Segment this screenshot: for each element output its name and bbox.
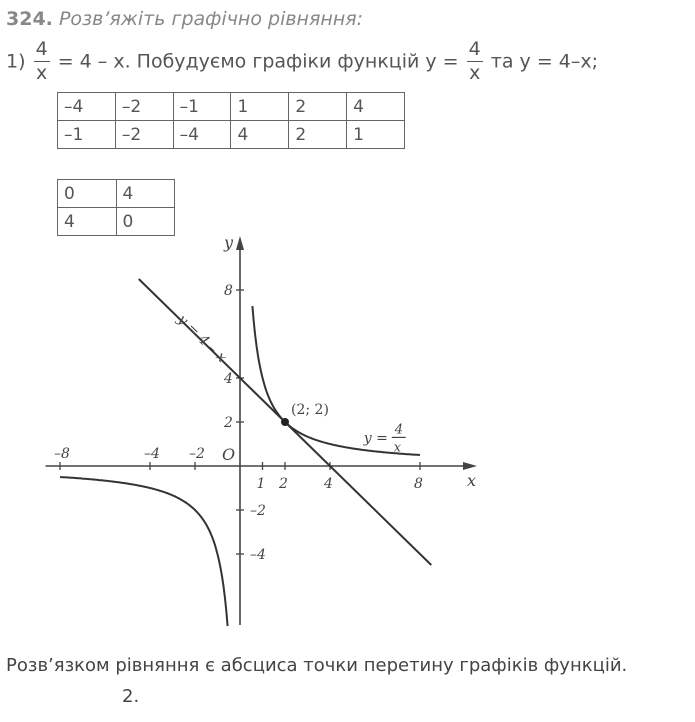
function-fraction [467, 40, 483, 83]
table-cell: –4 [173, 121, 231, 149]
values-table-hyperbola [57, 92, 405, 149]
table-cell: 1 [231, 93, 289, 121]
equation-tail: та y = 4–x; [490, 50, 599, 73]
exercise-header [6, 8, 363, 30]
y-tick-label: –2 [250, 503, 266, 519]
y-tick-label: –4 [250, 547, 266, 563]
hyperbola-label: y = [363, 430, 388, 447]
x-tick-label: 2 [279, 476, 288, 492]
hyperbola-label-denominator: x [393, 440, 402, 456]
table-cell: 4 [231, 121, 289, 149]
function-graph [0, 230, 695, 650]
equation-text: = 4 – x. Побудуємо графіки функцій y = [57, 50, 459, 73]
conclusion-text: Розв’язком рівняння є абсциса точки перетину графіків функцій. [6, 655, 628, 676]
lhs-fraction [34, 40, 50, 83]
equation-line [6, 40, 598, 90]
table-cell: 2 [289, 121, 347, 149]
y-tick-label: 8 [224, 283, 233, 299]
y-axis-label: y [224, 233, 234, 252]
table-cell: 4 [116, 180, 175, 208]
y-axis-arrow [236, 236, 244, 250]
x-tick-label: 8 [414, 476, 423, 492]
table-cell: 2 [289, 93, 347, 121]
line-series-label: y = 4 – x [174, 311, 230, 366]
answer-text: 2. [122, 686, 140, 707]
lhs-denominator: x [35, 62, 48, 84]
values-table-line [57, 179, 175, 236]
hyperbola-branch-negative [60, 477, 228, 626]
intersection-point [281, 418, 289, 426]
y-tick-label: 4 [224, 371, 233, 387]
exercise-number: 324. [6, 8, 53, 30]
x-tick-label: 4 [324, 476, 333, 492]
table-cell: –1 [173, 93, 231, 121]
table-cell: 0 [116, 208, 175, 236]
intersection-label: (2; 2) [291, 402, 329, 418]
x-tick-label: –8 [54, 446, 70, 462]
table-cell: 4 [58, 208, 117, 236]
x-tick-label: –2 [189, 446, 205, 462]
origin-label: O [222, 445, 236, 464]
y-tick-label: 2 [224, 415, 233, 431]
exercise-title: Розв’яжіть графічно рівняння: [58, 8, 364, 30]
x-axis-label: x [467, 471, 477, 490]
function-denominator: x [469, 62, 481, 84]
table-row [58, 121, 405, 149]
hyperbola-label-numerator: 4 [394, 422, 404, 438]
table-cell: 4 [347, 93, 405, 121]
table-row [58, 93, 405, 121]
table-cell: 1 [347, 121, 405, 149]
lhs-numerator: 4 [35, 38, 48, 60]
table-cell: 0 [58, 180, 117, 208]
x-tick-label: –4 [144, 446, 160, 462]
table-cell: –2 [115, 93, 173, 121]
table-row [58, 180, 175, 208]
table-cell: –4 [58, 93, 116, 121]
table-cell: –2 [115, 121, 173, 149]
x-tick-label: 1 [256, 476, 266, 492]
x-axis-arrow [463, 462, 477, 470]
table-cell: –1 [58, 121, 116, 149]
item-number: 1) [6, 50, 26, 73]
function-numerator: 4 [468, 38, 481, 60]
